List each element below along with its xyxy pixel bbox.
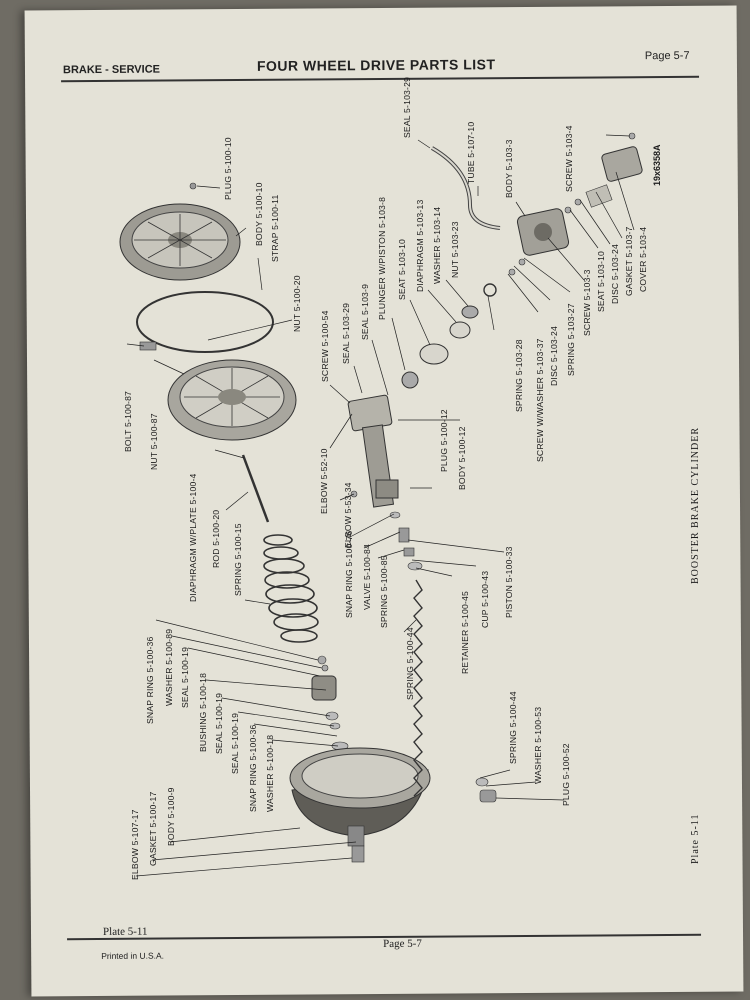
label-bushing: BUSHING 5-100-18 bbox=[198, 672, 208, 752]
label-diaphragm-plate: DIAPHRAGM W/PLATE 5-100-4 bbox=[188, 473, 198, 602]
label-retainer: RETAINER 5-100-45 bbox=[460, 590, 470, 674]
footer-page-number: Page 5-7 bbox=[383, 937, 422, 951]
label-seal-29-mid: SEAL 5-103-29 bbox=[341, 302, 351, 364]
label-washer-89: WASHER 5-100-89 bbox=[164, 628, 174, 706]
label-seat-10: SEAT 5-103-10 bbox=[596, 250, 606, 312]
printed-note: Printed in U.S.A. bbox=[101, 950, 165, 961]
label-body-front: BODY 5-100-10 bbox=[254, 182, 264, 246]
label-valve: VALVE 5-100-84 bbox=[362, 543, 372, 610]
label-screw-3: SCREW 5-103-3 bbox=[582, 269, 592, 336]
label-washer-14: WASHER 5-103-14 bbox=[432, 206, 442, 284]
label-nut-strap: NUT 5-100-20 bbox=[292, 275, 302, 332]
label-elbow-17: ELBOW 5-107-17 bbox=[130, 809, 140, 880]
label-snap-ring-36-low: SNAP RING 5-100-36 bbox=[248, 724, 258, 812]
label-plunger: PLUNGER W/PISTON 5-103-8 bbox=[377, 196, 387, 320]
strap-ring-drawing bbox=[137, 292, 273, 352]
hub-bushing-drawing bbox=[312, 656, 348, 750]
label-cover: COVER 5-103-4 bbox=[638, 226, 648, 292]
label-spring-27: SPRING 5-103-27 bbox=[566, 303, 576, 376]
label-snap-ring-76: SNAP RING 5-100-76 bbox=[344, 530, 354, 618]
front-shell-drawing bbox=[120, 183, 240, 280]
label-disc-24-right: DISC 5-103-24 bbox=[610, 244, 620, 304]
label-body-9: BODY 5-100-9 bbox=[166, 787, 176, 846]
rear-shell-drawing bbox=[168, 360, 296, 440]
label-plug-52: PLUG 5-100-52 bbox=[561, 743, 571, 806]
label-nut-23: NUT 5-103-23 bbox=[450, 221, 460, 278]
diagram-caption: BOOSTER BRAKE CYLINDER bbox=[690, 426, 701, 584]
label-screw-54: SCREW 5-100-54 bbox=[320, 310, 330, 382]
header-page-number: Page 5-7 bbox=[644, 49, 690, 63]
label-disc-24-mid: DISC 5-103-24 bbox=[549, 326, 559, 386]
label-spring-main: SPRING 5-100-15 bbox=[233, 523, 243, 596]
label-cup: CUP 5-100-43 bbox=[480, 570, 490, 628]
label-rod: ROD 5-100-20 bbox=[211, 509, 221, 568]
page-title: FOUR WHEEL DRIVE PARTS LIST bbox=[256, 56, 496, 74]
label-plug-12: PLUG 5-100-12 bbox=[439, 409, 449, 472]
label-elbow-52: ELBOW 5-52-10 bbox=[319, 448, 329, 514]
label-spring-44-low: SPRING 5-100-44 bbox=[508, 691, 518, 764]
label-snap-ring-36-top: SNAP RING 5-100-36 bbox=[145, 636, 155, 724]
rod-drawing bbox=[243, 455, 268, 522]
footer-plate: Plate 5-11 bbox=[102, 925, 148, 938]
label-seal-19-c: SEAL 5-100-19 bbox=[230, 712, 240, 774]
label-strap: STRAP 5-100-11 bbox=[270, 194, 280, 262]
label-spring-28: SPRING 5-103-28 bbox=[514, 339, 524, 412]
label-screw-washer: SCREW W/WASHER 5-103-37 bbox=[535, 338, 545, 462]
label-gasket-7: GASKET 5-103-7 bbox=[624, 226, 634, 296]
label-diaphragm-13: DIAPHRAGM 5-103-13 bbox=[415, 199, 425, 292]
label-piston: PISTON 5-100-33 bbox=[504, 546, 514, 618]
label-seal-19-b: SEAL 5-100-19 bbox=[214, 692, 224, 754]
label-washer-53: WASHER 5-100-53 bbox=[533, 706, 543, 784]
label-seal-9: SEAL 5-103-9 bbox=[360, 283, 370, 340]
side-plate-label: Plate 5-11 bbox=[690, 813, 701, 864]
label-seal-29-top: SEAL 5-103-29 bbox=[402, 76, 412, 138]
label-plug-top: PLUG 5-100-10 bbox=[223, 137, 233, 200]
label-seat-top: SEAT 5-103-10 bbox=[397, 238, 407, 300]
drawing-code: 19x6358A bbox=[652, 144, 662, 186]
label-tube: TUBE 5-107-10 bbox=[466, 121, 476, 184]
label-screw-top: SCREW 5-103-4 bbox=[564, 125, 574, 192]
section-header: BRAKE - SERVICE bbox=[62, 63, 161, 77]
rear-housing-drawing bbox=[290, 748, 430, 862]
label-elbow-53: ELBOW 5-53-34 bbox=[343, 482, 353, 548]
label-bolt: BOLT 5-100-87 bbox=[123, 390, 133, 452]
label-spring-44-mid: SPRING 5-100-44 bbox=[405, 627, 415, 700]
label-gasket-17: GASKET 5-100-17 bbox=[148, 791, 158, 866]
label-body-12: BODY 5-100-12 bbox=[457, 426, 467, 490]
label-body-upper: BODY 5-103-3 bbox=[504, 139, 514, 198]
label-spring-85: SPRING 5-100-85 bbox=[379, 555, 389, 628]
coil-spring-drawing bbox=[264, 535, 318, 642]
cylinder-body-drawing bbox=[348, 395, 398, 507]
label-washer-18: WASHER 5-100-18 bbox=[265, 734, 275, 812]
label-seal-19-a: SEAL 5-100-19 bbox=[180, 646, 190, 708]
label-nut-lower: NUT 5-100-87 bbox=[149, 413, 159, 470]
valve-stack-drawing bbox=[402, 306, 478, 388]
